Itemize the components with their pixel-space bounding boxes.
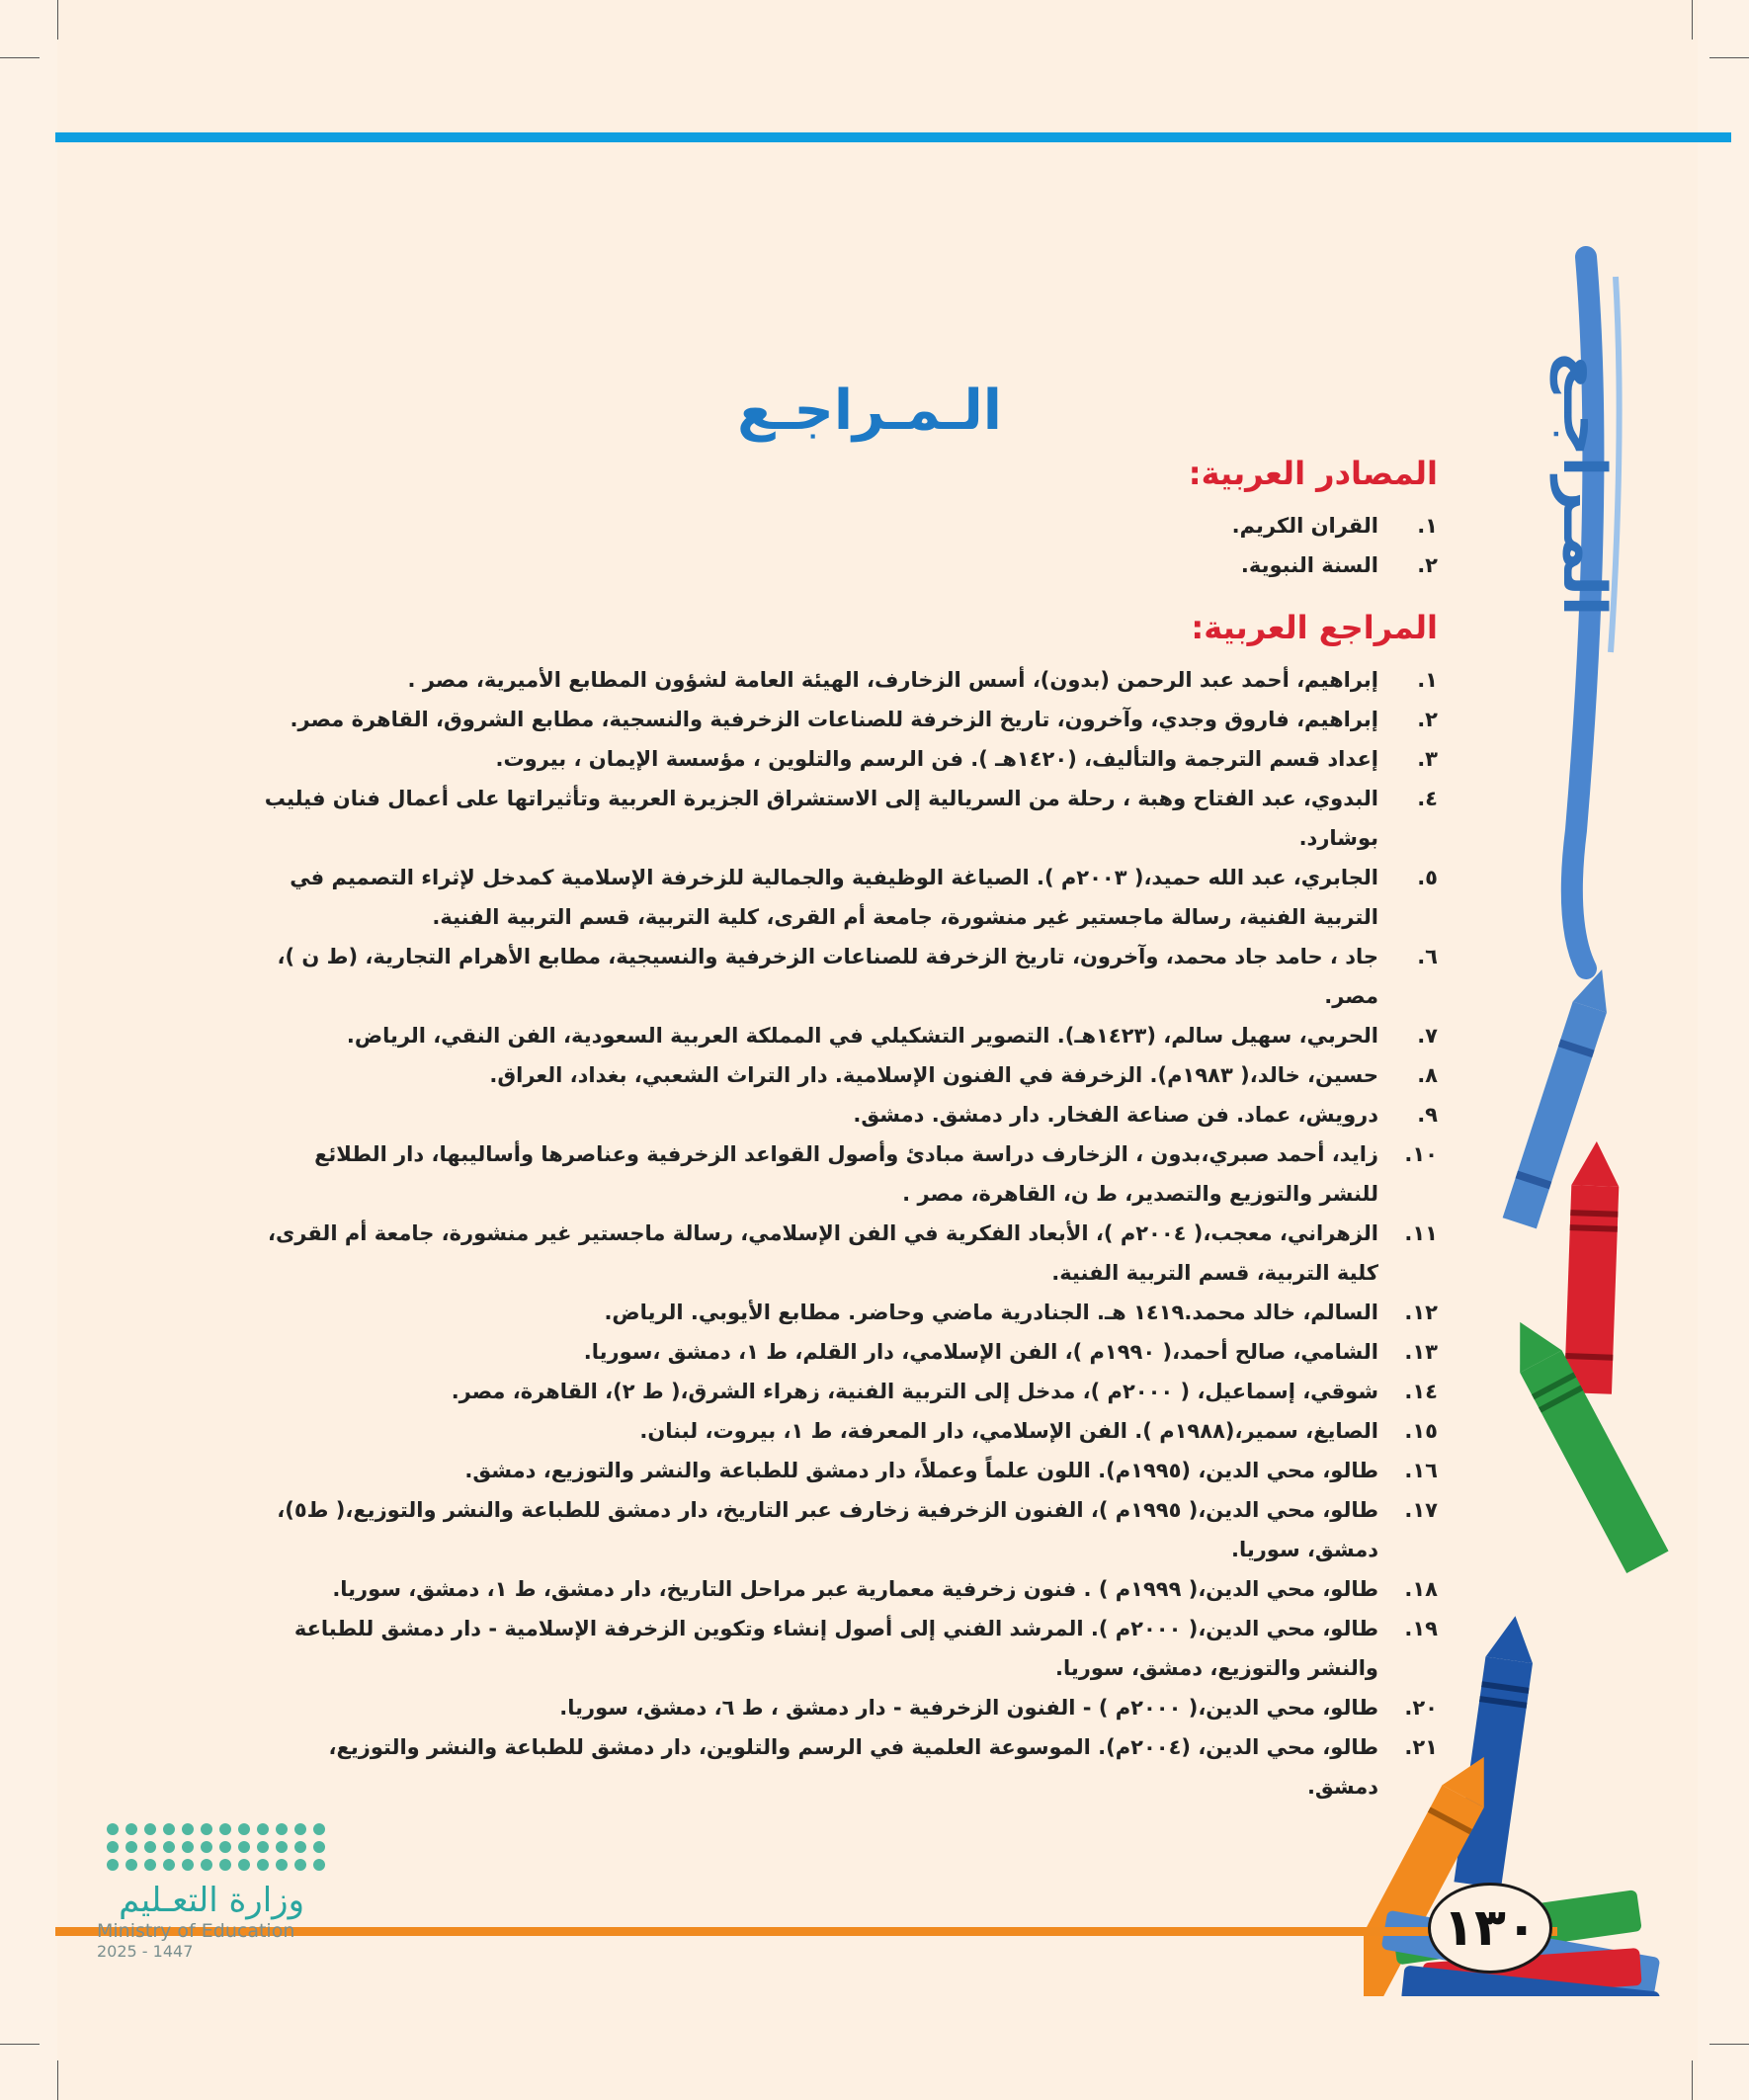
references-list [252,660,1438,1806]
item-text: السالم، خالد محمد.١٤١٩ هـ. الجنادرية ماضي وحاضر. مطابع الأيوبي. الرياض. [604,1301,1378,1324]
list-item [252,1688,1438,1727]
item-text: طالو، محي الدين،( ١٩٩٥م )، الفنون الزخرفية زخارف عبر التاريخ، دار دمشق للطباعة والنشر والتوزيع،( ط٥)، دمشق، سوريا. [277,1498,1378,1561]
list-item [252,546,1438,585]
references-heading: المراجع العربية: [1191,609,1438,646]
item-number: ٨. [1417,1063,1438,1087]
item-number: ٢٠. [1404,1696,1438,1720]
crop-mark [0,57,40,58]
list-item [252,739,1438,779]
list-item [252,1016,1438,1055]
crop-mark [1709,2044,1749,2045]
item-number: ٢. [1417,708,1438,731]
references-content [252,455,1438,1806]
list-item [252,1451,1438,1490]
page-number: ١٣٠ [1428,1883,1552,1974]
list-item [252,1134,1438,1214]
item-number: ١٤. [1404,1380,1438,1403]
item-text: شوقي، إسماعيل، ( ٢٠٠٠م )، مدخل إلى التربية الفنية، زهراء الشرق،( ط ٢)، القاهرة، مصر. [451,1380,1378,1403]
item-number: ١. [1417,668,1438,692]
list-item [252,1332,1438,1372]
crop-mark [1692,2060,1693,2100]
crop-mark [57,2060,58,2100]
item-text: السنة النبوية. [1240,553,1378,577]
item-text: إبراهيم، فاروق وجدي، وآخرون، تاريخ الزخرفة للصناعات الزخرفية والنسجية، مطابع الشروق، القاهرة مصر. [290,708,1378,731]
navy-crayon [1454,1613,1539,1889]
list-item [252,1095,1438,1134]
list-item [252,1609,1438,1688]
crop-mark [1692,0,1693,40]
list-item [252,506,1438,546]
ministry-year: 2025 - 1447 [97,1942,194,1961]
item-number: ٩. [1417,1103,1438,1127]
item-number: ٤. [1417,787,1438,810]
ministry-logo [97,1823,324,1961]
crop-mark [0,2044,40,2045]
list-item [252,937,1438,1016]
list-item [252,660,1438,700]
item-text: الصايغ، سمير،(١٩٨٨م ). الفن الإسلامي، دار المعرفة، ط ١، بيروت، لبنان. [639,1419,1378,1443]
list-item [252,1372,1438,1411]
crop-mark [1709,57,1749,58]
item-number: ١٨. [1404,1577,1438,1601]
list-item [252,700,1438,739]
item-number: ١٣. [1404,1340,1438,1364]
item-number: ٥. [1417,866,1438,889]
item-number: ٢. [1417,553,1438,577]
sources-heading: المصادر العربية: [1188,455,1438,492]
item-number: ٦. [1417,945,1438,968]
item-text: الجابري، عبد الله حميد،( ٢٠٠٣م ). الصياغة الوظيفية والجمالية للزخرفة الإسلامية كمدخل لإثراء التصميم في التربية الفنية، رسالة ماجستير غير منشورة، جامعة أم القرى، كلية التربية، قسم التربية الفنية. [290,866,1378,929]
item-text: زايد، أحمد صبري،بدون ، الزخارف دراسة مبادئ وأصول القواعد الزخرفية وعناصرها وأساليبها، دار الطلائع للنشر والتوزيع والتصدير، ط ن، القاهرة، مصر . [314,1142,1378,1206]
list-item [252,1055,1438,1095]
list-item [252,1293,1438,1332]
item-text: إعداد قسم الترجمة والتأليف، (١٤٢٠هـ ). فن الرسم والتلوين ، مؤسسة الإيمان ، بيروت. [495,747,1378,771]
list-item [252,1490,1438,1569]
list-item [252,858,1438,937]
item-number: ١٦. [1404,1459,1438,1482]
item-text: جاد ، حامد جاد محمد، وآخرون، تاريخ الزخرفة للصناعات الزخرفية والنسيجية، مطابع الأهرام التجارية، (ط ن )، مصر. [277,945,1378,1008]
list-item [252,1411,1438,1451]
item-number: ١٢. [1404,1301,1438,1324]
item-number: ٣. [1417,747,1438,771]
item-text: حسين، خالد،( ١٩٨٣م). الزخرفة في الفنون الإسلامية. دار التراث الشعبي، بغداد، العراق. [489,1063,1378,1087]
item-text: الحربي، سهيل سالم، (١٤٢٣هـ). التصوير التشكيلي في المملكة العربية السعودية، الفن النقي، الرياض. [346,1024,1378,1048]
red-crayon [1564,1140,1621,1394]
item-text: طالو، محي الدين، (٢٠٠٤م). الموسوعة العلمية في الرسم والتلوين، دار دمشق للطباعة والنشر والتوزيع، دمشق. [328,1735,1378,1799]
top-blue-rule [55,132,1731,142]
list-item [252,1214,1438,1293]
ministry-name-arabic: وزارة التعـليم [119,1881,304,1920]
item-text: طالو، محي الدين،( ٢٠٠٠م ). المرشد الفني إلى أصول إنشاء وتكوين الزخرفة الإسلامية - دار دمشق للطباعة والنشر والتوزيع، دمشق، سوريا. [293,1617,1378,1680]
list-item [252,1569,1438,1609]
sources-list [252,506,1438,585]
item-text: طالو، محي الدين، (١٩٩٥م). اللون علماً وعملاً، دار دمشق للطباعة والنشر والتوزيع، دمشق. [464,1459,1378,1482]
ministry-dots-icon [107,1823,324,1871]
item-text: القران الكريم. [1231,514,1378,538]
item-text: الشامي، صالح أحمد،( ١٩٩٠م )، الفن الإسلامي، دار القلم، ط ١، دمشق ،سوريا. [583,1340,1378,1364]
item-number: ١٠. [1404,1142,1438,1166]
item-text: إبراهيم، أحمد عبد الرحمن (بدون)، أسس الزخارف، الهيئة العامة لشؤون المطابع الأميرية، مصر . [407,668,1378,692]
item-text: طالو، محي الدين،( ١٩٩٩م ) . فنون زخرفية معمارية عبر مراحل التاريخ، دار دمشق، ط ١، دمشق، سوريا. [332,1577,1378,1601]
item-number: ١٥. [1404,1419,1438,1443]
item-number: ٧. [1417,1024,1438,1048]
item-number: ١. [1417,514,1438,538]
item-text: درويش، عماد. فن صناعة الفخار. دار دمشق. دمشق. [853,1103,1378,1127]
item-number: ١٧. [1404,1498,1438,1522]
item-number: ١١. [1404,1221,1438,1245]
ministry-name-english: Ministry of Education [97,1920,295,1942]
list-item [252,1727,1438,1806]
item-number: ٢١. [1404,1735,1438,1759]
side-title: المـراجـع [1549,352,1619,617]
list-item [252,779,1438,858]
item-text: الزهراني، معجب،( ٢٠٠٤م )، الأبعاد الفكرية في الفن الإسلامي، رسالة ماجستير غير منشورة، جامعة أم القرى، كلية التربية، قسم التربية الفنية. [268,1221,1378,1285]
page-title: الـمـراجـع [737,378,1002,443]
crop-mark [57,0,58,40]
item-text: طالو، محي الدين،( ٢٠٠٠م ) - الفنون الزخرفية - دار دمشق ، ط ٦، دمشق، سوريا. [559,1696,1378,1720]
item-text: البدوي، عبد الفتاح وهبة ، رحلة من السريالية إلى الاستشراق الجزيرة العربية وتأثيراتها على أعمال فنان فيليب بوشارد. [264,787,1378,850]
item-number: ١٩. [1404,1617,1438,1640]
